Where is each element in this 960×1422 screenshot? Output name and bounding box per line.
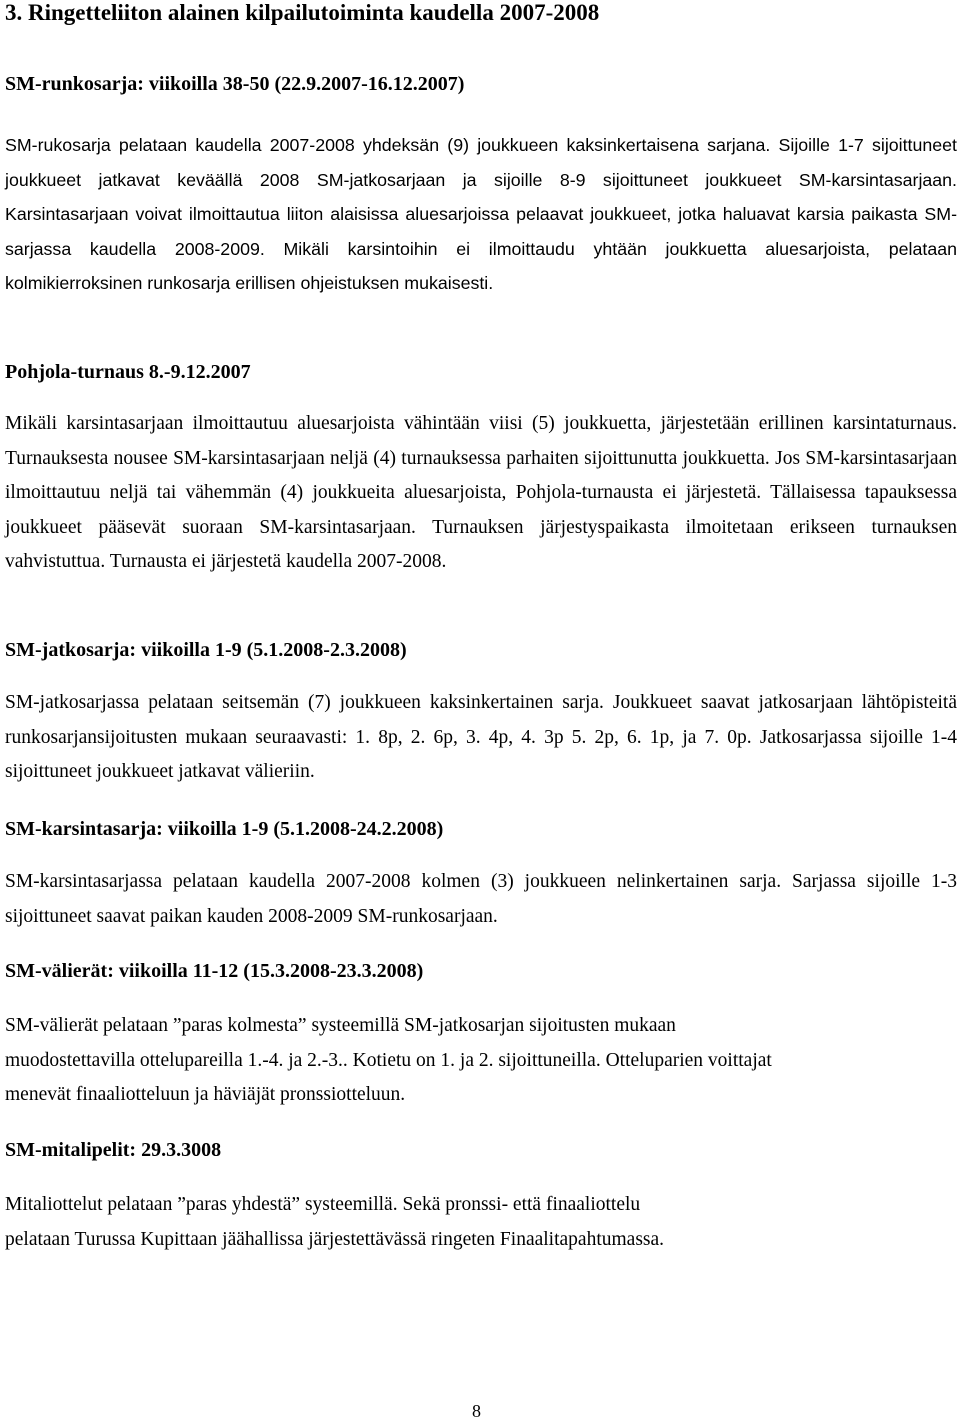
heading-sm-jatkosarja: SM-jatkosarja: viikoilla 1-9 (5.1.2008-2.3.2008) — [5, 639, 407, 661]
section-title: 3. Ringetteliiton alainen kilpailutoiminta kaudella 2007-2008 — [5, 0, 600, 25]
paragraph-line: Mitaliottelut pelataan ”paras yhdestä” systeemillä. Sekä pronssi- että finaaliottelu — [5, 1194, 641, 1215]
paragraph-sm-valierat — [5, 1009, 957, 1113]
heading-sm-runkosarja: SM-runkosarja: viikoilla 38-50 (22.9.2007-16.12.2007) — [5, 73, 465, 95]
paragraph-sm-mitalipelit — [5, 1188, 957, 1257]
paragraph-pohjola-turnaus — [5, 407, 957, 580]
heading-pohjola-turnaus: Pohjola-turnaus 8.-9.12.2007 — [5, 361, 251, 383]
paragraph-text: SM-karsintasarjassa pelataan kaudella 2007-2008 kolmen (3) joukkueen nelinkertainen sarja. Sarjassa sijoille 1-3 sijoittuneet saavat paikan kauden 2008-2009 SM-runkosarjaan. — [5, 871, 957, 927]
paragraph-text: SM-rukosarja pelataan kaudella 2007-2008 yhdeksän (9) joukkueen kaksinkertaisena sarjana. Sijoille 1-7 sijoittuneet joukkueet jatkavat keväällä 2008 SM-jatkosarjaan ja sijoille 8-9 sijoittuneet joukkueet SM-karsintasarjaan. Karsintasarjaan voivat ilmoittautua liiton alaisissa aluesarjoissa pelaavat joukkueet, jotka haluavat karsia paikasta SM-sarjassa kaudella 2008-2009. Mikäli karsintoihin ei ilmoittaudu yhtään joukkuetta aluesarjoista, pelataan kolmikierroksinen runkosarja erillisen ohjeistuksen mukaisesti. — [5, 135, 957, 293]
paragraph-text: Mikäli karsintasarjaan ilmoittautuu aluesarjoista vähintään viisi (5) joukkuetta, järjestetään erillinen karsintaturnaus. Turnauksesta nousee SM-karsintasarjaan neljä (4) turnauksessa parhaiten sijoittunutta joukkuetta. Jos SM-karsintasarjaan ilmoittautuu neljä tai vähemmän (4) joukkueita aluesarjoista, Pohjola-turnausta ei järjestetä. Tällaisessa tapauksessa joukkueet pääsevät suoraan SM-karsintasarjaan. Turnauksen järjestyspaikasta ilmoitetaan erikseen turnauksen vahvistuttua. Turnausta ei järjestetä kaudella 2007-2008. — [5, 413, 957, 572]
paragraph-sm-runkosarja — [5, 128, 957, 301]
paragraph-sm-jatkosarja — [5, 686, 957, 790]
paragraph-line: menevät finaaliotteluun ja häviäjät pronssiotteluun. — [5, 1084, 406, 1105]
paragraph-line: SM-välierät pelataan ”paras kolmesta” systeemillä SM-jatkosarjan sijoitusten mukaan — [5, 1015, 676, 1036]
paragraph-line: muodostettavilla ottelupareilla 1.-4. ja 2.-3.. Kotietu on 1. ja 2. sijoittuneilla. Otteluparien voittajat — [5, 1049, 772, 1071]
page-number: 8 — [472, 1401, 481, 1421]
heading-sm-valierat: SM-välierät: viikoilla 11-12 (15.3.2008-23.3.2008) — [5, 960, 424, 982]
heading-sm-mitalipelit: SM-mitalipelit: 29.3.3008 — [5, 1139, 222, 1161]
paragraph-text: SM-jatkosarjassa pelataan seitsemän (7) joukkueen kaksinkertainen sarja. Joukkueet saavat jatkosarjaan lähtöpisteitä runkosarjansijoitusten mukaan seuraavasti: 1. 8p, 2. 6p, 3. 4p, 4. 3p 5. 2p, 6. 1p, ja 7. 0p. Jatkosarjassa sijoille 1-4 sijoittuneet joukkueet jatkavat välieriin. — [5, 692, 957, 782]
heading-sm-karsintasarja: SM-karsintasarja: viikoilla 1-9 (5.1.2008-24.2.2008) — [5, 818, 444, 840]
paragraph-line: pelataan Turussa Kupittaan jäähallissa järjestettävässä ringeten Finaalitapahtumassa. — [5, 1228, 665, 1250]
paragraph-sm-karsintasarja — [5, 865, 957, 934]
